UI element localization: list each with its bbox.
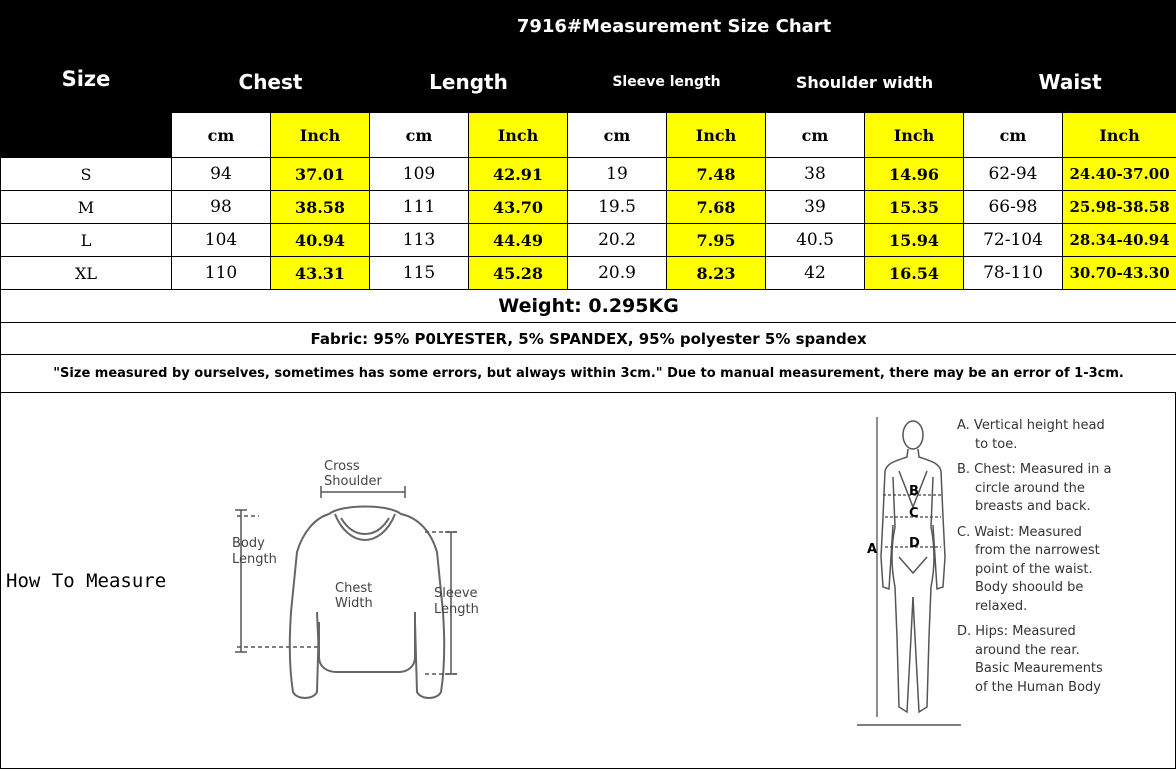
chest-cm-cell: 104 bbox=[172, 224, 271, 257]
label-body-length-1: Body bbox=[232, 536, 265, 551]
waist-cm-cell: 78-110 bbox=[964, 257, 1063, 290]
size-cell: XL bbox=[1, 257, 172, 290]
label-cross-shoulder-1: Cross bbox=[324, 459, 360, 474]
body-outline bbox=[857, 421, 961, 725]
shoulder-cm-cell: 39 bbox=[766, 191, 865, 224]
legend-item-line: point of the waist. bbox=[975, 561, 1093, 577]
label-chest-width-1: Chest bbox=[335, 581, 373, 596]
legend-item-line: relaxed. bbox=[975, 598, 1028, 614]
chest-cm-cell: 110 bbox=[172, 257, 271, 290]
chest-in-cell: 40.94 bbox=[271, 224, 370, 257]
group-chest: Chest bbox=[172, 52, 370, 113]
unit-inch: Inch bbox=[667, 113, 766, 158]
fabric-text: Fabric: 95% P0LYESTER, 5% SPANDEX, 95% polyester 5% spandex bbox=[1, 323, 1176, 355]
sleeve-cm-cell: 19 bbox=[568, 158, 667, 191]
chart-title: 7916#Measurement Size Chart bbox=[172, 1, 1176, 52]
table-row bbox=[1, 191, 1176, 224]
label-cross-shoulder-2: Shoulder bbox=[324, 474, 382, 489]
waist-cm-cell: 66-98 bbox=[964, 191, 1063, 224]
marker-c: C bbox=[909, 506, 919, 521]
table-row bbox=[1, 158, 1176, 191]
marker-b: B bbox=[909, 484, 919, 499]
unit-cm: cm bbox=[172, 113, 271, 158]
waist-in-cell: 30.70-43.30 bbox=[1063, 257, 1176, 290]
sleeve-in-cell: 7.95 bbox=[667, 224, 766, 257]
label-chest-width-2: Width bbox=[335, 596, 373, 611]
shoulder-in-cell: 14.96 bbox=[865, 158, 964, 191]
shoulder-cm-cell: 40.5 bbox=[766, 224, 865, 257]
unit-inch: Inch bbox=[1063, 113, 1176, 158]
measurement-note: "Size measured by ourselves, sometimes has some errors, but always within 3cm." Due to manual measurement, there may be an error of 1-3cm. bbox=[1, 355, 1176, 393]
sleeve-in-cell: 8.23 bbox=[667, 257, 766, 290]
legend-item-line: circle around the bbox=[975, 480, 1085, 496]
sleeve-in-cell: 7.48 bbox=[667, 158, 766, 191]
chest-cm-cell: 98 bbox=[172, 191, 271, 224]
waist-in-cell: 25.98-38.58 bbox=[1063, 191, 1176, 224]
marker-d: D bbox=[909, 536, 920, 551]
length-cm-cell: 111 bbox=[370, 191, 469, 224]
sleeve-in-cell: 7.68 bbox=[667, 191, 766, 224]
group-waist: Waist bbox=[964, 52, 1176, 113]
unit-cm: cm bbox=[766, 113, 865, 158]
unit-cm: cm bbox=[370, 113, 469, 158]
table-row bbox=[1, 224, 1176, 257]
legend-item-heading: B. Chest: Measured in a bbox=[957, 462, 1112, 477]
waist-in-cell: 24.40-37.00 bbox=[1063, 158, 1176, 191]
table-row bbox=[1, 257, 1176, 290]
legend-item-line: Body shoould be bbox=[975, 580, 1084, 595]
label-body-length-2: Length bbox=[232, 552, 277, 567]
label-sleeve-length-1: Sleeve bbox=[434, 586, 478, 601]
chest-in-cell: 43.31 bbox=[271, 257, 370, 290]
legend-item-line: of the Human Body bbox=[975, 679, 1101, 695]
legend-item bbox=[957, 623, 1167, 697]
size-header: Size bbox=[1, 1, 172, 158]
unit-cm: cm bbox=[964, 113, 1063, 158]
chest-in-cell: 37.01 bbox=[271, 158, 370, 191]
length-in-cell: 44.49 bbox=[469, 224, 568, 257]
chest-cm-cell: 94 bbox=[172, 158, 271, 191]
size-cell: L bbox=[1, 224, 172, 257]
body-measure-legend bbox=[957, 417, 1167, 704]
sweater-measure-lines bbox=[235, 486, 459, 674]
legend-item-heading: C. Waist: Measured bbox=[957, 524, 1082, 540]
length-cm-cell: 109 bbox=[370, 158, 469, 191]
length-in-cell: 42.91 bbox=[469, 158, 568, 191]
legend-item-heading: D. Hips: Measured bbox=[957, 624, 1076, 639]
legend-item-line: around the rear. bbox=[975, 642, 1080, 658]
length-cm-cell: 115 bbox=[370, 257, 469, 290]
label-sleeve-length-2: Length bbox=[434, 602, 479, 617]
human-body-diagram bbox=[851, 407, 961, 737]
sleeve-cm-cell: 20.9 bbox=[568, 257, 667, 290]
sleeve-cm-cell: 20.2 bbox=[568, 224, 667, 257]
unit-inch: Inch bbox=[469, 113, 568, 158]
sweater-diagram bbox=[229, 452, 509, 702]
legend-item-line: Basic Meaurements bbox=[975, 661, 1103, 676]
legend-item-line: to toe. bbox=[975, 436, 1018, 452]
shoulder-cm-cell: 42 bbox=[766, 257, 865, 290]
waist-cm-cell: 72-104 bbox=[964, 224, 1063, 257]
length-in-cell: 45.28 bbox=[469, 257, 568, 290]
legend-item bbox=[957, 461, 1167, 517]
how-to-measure-title: How To Measure bbox=[6, 570, 167, 592]
length-cm-cell: 113 bbox=[370, 224, 469, 257]
group-sleeve-length: Sleeve length bbox=[568, 52, 766, 113]
group-shoulder-width: Shoulder width bbox=[766, 52, 964, 113]
shoulder-in-cell: 15.35 bbox=[865, 191, 964, 224]
waist-cm-cell: 62-94 bbox=[964, 158, 1063, 191]
shoulder-in-cell: 15.94 bbox=[865, 224, 964, 257]
legend-item bbox=[957, 524, 1167, 617]
weight-text: Weight: 0.295KG bbox=[1, 290, 1176, 323]
waist-in-cell: 28.34-40.94 bbox=[1063, 224, 1176, 257]
legend-item-line: breasts and back. bbox=[975, 499, 1091, 514]
legend-item-line: from the narrowest bbox=[975, 543, 1100, 558]
legend-item-heading: A. Vertical height head bbox=[957, 418, 1105, 433]
unit-inch: Inch bbox=[271, 113, 370, 158]
size-cell: S bbox=[1, 158, 172, 191]
group-length: Length bbox=[370, 52, 568, 113]
size-cell: M bbox=[1, 191, 172, 224]
length-in-cell: 43.70 bbox=[469, 191, 568, 224]
chest-in-cell: 38.58 bbox=[271, 191, 370, 224]
unit-cm: cm bbox=[568, 113, 667, 158]
sleeve-cm-cell: 19.5 bbox=[568, 191, 667, 224]
shoulder-in-cell: 16.54 bbox=[865, 257, 964, 290]
legend-item bbox=[957, 417, 1167, 454]
size-chart-body bbox=[1, 1, 1176, 393]
shoulder-cm-cell: 38 bbox=[766, 158, 865, 191]
marker-a: A bbox=[867, 542, 878, 557]
unit-inch: Inch bbox=[865, 113, 964, 158]
how-to-measure-section bbox=[0, 392, 1176, 769]
